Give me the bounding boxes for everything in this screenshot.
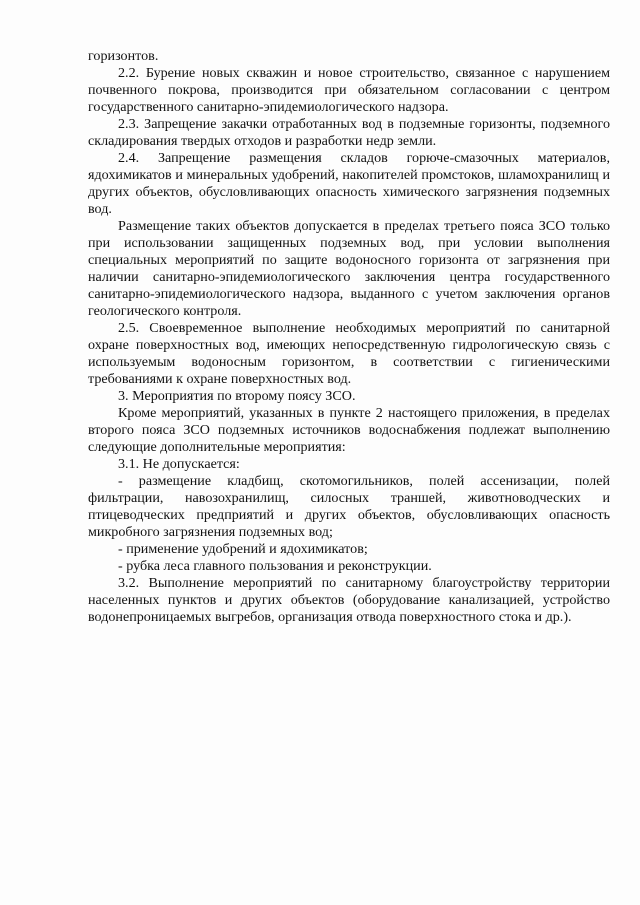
paragraph-2-5: 2.5. Своевременное выполнение необходимых мероприятий по санитарной охране поверхностных вод, имеющих непосредственную гидрологическую связь с используемым водоносным горизонтом, в соответствии с гигиеническими требованиями к охране поверхностных вод. <box>88 320 610 387</box>
paragraph-3-2: 3.2. Выполнение мероприятий по санитарному благоустройству территории населенных пунктов и других объектов (оборудование канализацией, устройство водонепроницаемых выгребов, организация отвода поверхностного стока и др.). <box>88 575 610 625</box>
paragraph-placement: Размещение таких объектов допускается в пределах третьего пояса ЗСО только при использовании защищенных подземных вод, при условии выполнения специальных мероприятий по защите водоносного горизонта от загрязнения при наличии санитарно-эпидемиологического заключения центра государственного санитарно-эпидемиологического надзора, выданного с учетом заключения органов геологического контроля. <box>88 218 610 319</box>
list-item-placement-ban: - размещение кладбищ, скотомогильников, полей ассенизации, полей фильтрации, навозохранилищ, силосных траншей, животноводческих и птицеводческих предприятий и других объектов, обусловливающих опасность микробного загрязнения подземных вод; <box>88 473 610 540</box>
document-body <box>88 48 610 626</box>
paragraph-3-heading: 3. Мероприятия по второму поясу ЗСО. <box>118 388 356 404</box>
paragraph-additional-measures: Кроме мероприятий, указанных в пункте 2 настоящего приложения, в пределах второго пояса ЗСО подземных источников водоснабжения подлежат выполнению следующие дополнительные мероприятия: <box>88 405 610 455</box>
paragraph-2-3: 2.3. Запрещение закачки отработанных вод в подземные горизонты, подземного складирования твердых отходов и разработки недр земли. <box>88 116 610 149</box>
list-item-logging: - рубка леса главного пользования и реконструкции. <box>118 558 432 574</box>
list-item-fertilizers: - применение удобрений и ядохимикатов; <box>118 541 368 557</box>
paragraph-continuation: горизонтов. <box>88 48 159 64</box>
paragraph-2-4: 2.4. Запрещение размещения складов горюче-смазочных материалов, ядохимикатов и минеральных удобрений, накопителей промстоков, шламохранилищ и других объектов, обусловливающих опасность химического загрязнения подземных вод. <box>88 150 610 217</box>
paragraph-3-1: 3.1. Не допускается: <box>118 456 240 472</box>
paragraph-2-2: 2.2. Бурение новых скважин и новое строительство, связанное с нарушением почвенного покрова, производится при обязательном согласовании с центром государственного санитарно-эпидемиологического надзора. <box>88 65 610 115</box>
